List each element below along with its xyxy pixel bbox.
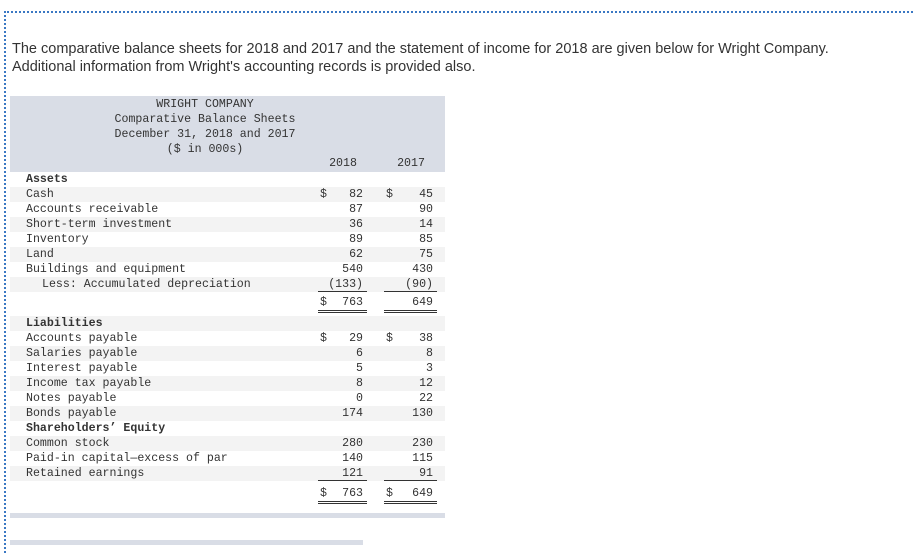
value-2017: 649	[412, 487, 433, 500]
cell-2018	[318, 262, 367, 276]
value-2018: 6	[356, 347, 363, 360]
row-label: Land	[26, 248, 54, 261]
value-2018: 763	[342, 296, 363, 309]
cell-2018	[318, 217, 367, 231]
cell-2018	[318, 331, 367, 345]
value-2018: 87	[349, 203, 363, 216]
table-row	[10, 406, 445, 421]
value-2017: 649	[412, 296, 433, 309]
cell-2017	[384, 295, 437, 313]
company-name: WRIGHT COMPANY	[156, 98, 254, 111]
cell-2018	[318, 486, 367, 504]
table-row	[10, 451, 445, 466]
section-heading: Liabilities	[26, 317, 103, 330]
row-label: Common stock	[26, 437, 110, 450]
value-2018: 0	[356, 392, 363, 405]
cell-2018	[318, 187, 367, 201]
value-2018: 62	[349, 248, 363, 261]
row-label: Notes payable	[26, 392, 117, 405]
value-2017: 430	[412, 263, 433, 276]
cell-2017	[384, 451, 437, 465]
cell-2017	[384, 262, 437, 276]
intro-line-1: The comparative balance sheets for 2018 and 2017 and the statement of income for 2018 are given below for Wright Company.	[12, 41, 829, 57]
dollar-sign: $	[320, 332, 327, 345]
row-label: Paid-in capital—excess of par	[26, 452, 228, 465]
value-2017: 130	[412, 407, 433, 420]
value-2018: 174	[342, 407, 363, 420]
cell-2017	[384, 217, 437, 231]
value-2018: 89	[349, 233, 363, 246]
row-label: Inventory	[26, 233, 89, 246]
table-row	[10, 391, 445, 406]
cell-2017	[384, 406, 437, 420]
cell-2017	[384, 232, 437, 246]
value-2017: 8	[426, 347, 433, 360]
table-row	[10, 436, 445, 451]
cell-2017	[384, 331, 437, 345]
cell-2017	[384, 436, 437, 450]
cell-2017	[384, 486, 437, 504]
statement-date: December 31, 2018 and 2017	[114, 128, 296, 141]
cell-2018	[318, 346, 367, 360]
cell-2017	[384, 187, 437, 201]
cell-2017	[384, 277, 437, 292]
value-2018: 82	[349, 188, 363, 201]
cell-2017	[384, 346, 437, 360]
table-row	[10, 316, 445, 331]
cell-2018	[318, 466, 367, 481]
row-label: Retained earnings	[26, 467, 145, 480]
value-2018: 280	[342, 437, 363, 450]
row-label: Accounts receivable	[26, 203, 159, 216]
value-2018: 121	[342, 467, 363, 480]
value-2017: 75	[419, 248, 433, 261]
section-heading: Shareholders’ Equity	[26, 422, 166, 435]
dollar-sign: $	[320, 487, 327, 500]
table-row	[10, 277, 445, 292]
table-row	[10, 262, 445, 277]
cell-2018	[318, 361, 367, 375]
table-row	[10, 346, 445, 361]
table-row	[10, 172, 445, 187]
section-heading: Assets	[26, 173, 68, 186]
value-2018: 5	[356, 362, 363, 375]
value-2018: 763	[342, 487, 363, 500]
value-2017: 14	[419, 218, 433, 231]
table-body	[10, 172, 445, 501]
statement-units: ($ in 000s)	[166, 143, 244, 156]
row-label: Less: Accumulated depreciation	[42, 278, 251, 291]
cell-2017	[384, 247, 437, 261]
value-2017: (90)	[405, 278, 433, 291]
value-2017: 38	[419, 332, 433, 345]
table-row	[10, 187, 445, 202]
value-2018: 29	[349, 332, 363, 345]
next-table-bar	[10, 540, 363, 545]
value-2017: 12	[419, 377, 433, 390]
value-2018: 8	[356, 377, 363, 390]
value-2018: (133)	[328, 278, 363, 291]
table-row	[10, 331, 445, 346]
cell-2018	[318, 247, 367, 261]
cell-2017	[384, 466, 437, 481]
cell-2018	[318, 406, 367, 420]
value-2018: 540	[342, 263, 363, 276]
value-2018: 36	[349, 218, 363, 231]
value-2018: 140	[342, 452, 363, 465]
value-2017: 91	[419, 467, 433, 480]
row-label: Interest payable	[26, 362, 138, 375]
dollar-sign: $	[386, 188, 393, 201]
cell-2018	[318, 295, 367, 313]
dollar-sign: $	[386, 332, 393, 345]
row-label: Cash	[26, 188, 54, 201]
value-2017: 3	[426, 362, 433, 375]
cell-2018	[318, 277, 367, 292]
value-2017: 45	[419, 188, 433, 201]
statement-title: Comparative Balance Sheets	[114, 113, 296, 126]
table-row	[10, 247, 445, 262]
row-label: Bonds payable	[26, 407, 117, 420]
cell-2018	[318, 436, 367, 450]
table-row	[10, 361, 445, 376]
table-row	[10, 466, 445, 481]
table-row	[10, 486, 445, 501]
table-header	[10, 96, 445, 172]
column-2018: 2018	[329, 157, 357, 170]
value-2017: 115	[412, 452, 433, 465]
cell-2018	[318, 232, 367, 246]
value-2017: 230	[412, 437, 433, 450]
cell-2018	[318, 451, 367, 465]
cell-2017	[384, 391, 437, 405]
table-row	[10, 295, 445, 310]
dollar-sign: $	[320, 188, 327, 201]
cell-2018	[318, 202, 367, 216]
row-label: Accounts payable	[26, 332, 138, 345]
table-row	[10, 376, 445, 391]
cell-2017	[384, 376, 437, 390]
row-label: Income tax payable	[26, 377, 152, 390]
column-2017: 2017	[397, 157, 425, 170]
intro-line-2: Additional information from Wright's accounting records is provided also.	[12, 59, 476, 75]
cell-2017	[384, 361, 437, 375]
table-row	[10, 217, 445, 232]
table-footer-bar	[10, 513, 445, 518]
value-2017: 22	[419, 392, 433, 405]
row-label: Buildings and equipment	[26, 263, 187, 276]
cell-2018	[318, 391, 367, 405]
dollar-sign: $	[386, 487, 393, 500]
dollar-sign: $	[320, 296, 327, 309]
table-row	[10, 202, 445, 217]
cell-2017	[384, 202, 437, 216]
table-row	[10, 421, 445, 436]
value-2017: 85	[419, 233, 433, 246]
question-intro	[12, 40, 829, 76]
row-label: Salaries payable	[26, 347, 138, 360]
value-2017: 90	[419, 203, 433, 216]
row-label: Short-term investment	[26, 218, 173, 231]
table-row	[10, 232, 445, 247]
cell-2018	[318, 376, 367, 390]
balance-sheet-table	[10, 96, 445, 501]
